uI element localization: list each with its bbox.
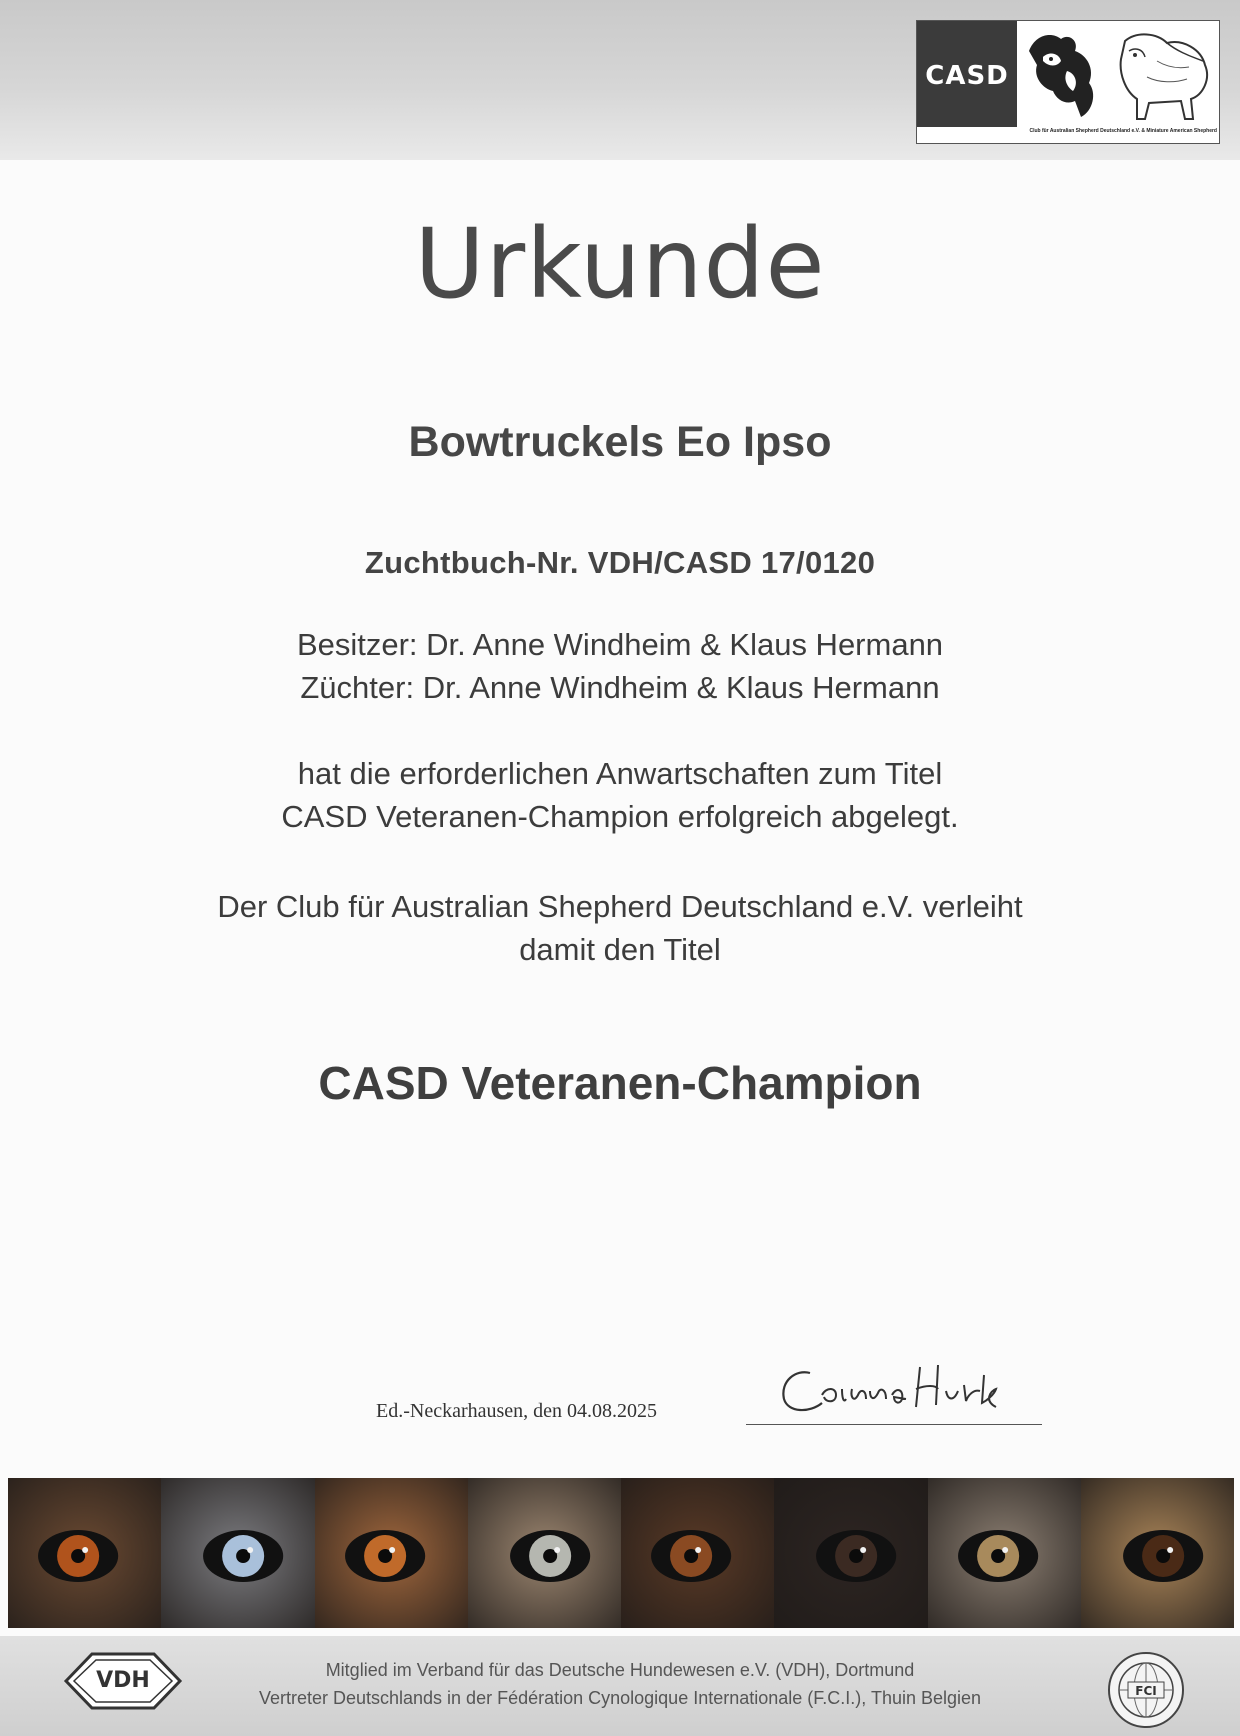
- dog-name: Bowtruckels Eo Ipso: [408, 418, 832, 466]
- place-date: Ed.-Neckarhausen, den 04.08.2025: [376, 1400, 658, 1422]
- breeder-line: Züchter: Dr. Anne Windheim & Klaus Hermann: [300, 670, 940, 705]
- qualification-line-1: hat die erforderlichen Anwartschaften zum Titel: [297, 756, 943, 791]
- casd-logo-dark-block: [917, 21, 1017, 127]
- membership-line-1: Mitglied im Verband für das Deutsche Hundewesen e.V. (VDH), Dortmund: [325, 1660, 915, 1680]
- dogs-drawing-icon: [1017, 21, 1219, 127]
- document-title: Urkunde: [414, 208, 826, 320]
- eye-icon: [161, 1478, 314, 1628]
- dog-eye-photo: [8, 1478, 161, 1628]
- dog-eyes-photo-strip: [8, 1478, 1234, 1628]
- dog-eye-photo: [315, 1478, 468, 1628]
- casd-club-name: Club für Australian Shepherd Deutschland e.V. & Miniature American Shepherd: [1029, 128, 1217, 134]
- casd-logo-text: CASD: [925, 61, 1009, 91]
- eye-icon: [315, 1478, 468, 1628]
- vdh-logo-text: VDH: [96, 1668, 150, 1693]
- qualification-line-2: CASD Veteranen-Champion erfolgreich abgelegt.: [281, 799, 959, 834]
- fci-logo-text: FCI: [1135, 1684, 1157, 1698]
- dog-eye-photo: [621, 1478, 774, 1628]
- dog-eye-photo: [1081, 1478, 1234, 1628]
- eye-icon: [621, 1478, 774, 1628]
- award-title: CASD Veteranen-Champion: [318, 1057, 922, 1109]
- casd-logo: [916, 20, 1220, 144]
- club-statement-line-1: Der Club für Australian Shepherd Deutschland e.V. verleiht: [217, 889, 1023, 924]
- eye-icon: [1081, 1478, 1234, 1628]
- dog-eye-photo: [928, 1478, 1081, 1628]
- signature-line: [746, 1424, 1042, 1425]
- membership-line-2: Vertreter Deutschlands in der Fédération Cynologique Internationale (F.C.I.), Thuin Belgien: [258, 1688, 982, 1708]
- dog-eye-photo: [161, 1478, 314, 1628]
- eye-icon: [468, 1478, 621, 1628]
- dog-eye-photo: [774, 1478, 927, 1628]
- studbook-number: Zuchtbuch-Nr. VDH/CASD 17/0120: [364, 545, 876, 580]
- owner-line: Besitzer: Dr. Anne Windheim & Klaus Hermann: [296, 627, 944, 662]
- eye-icon: [928, 1478, 1081, 1628]
- dog-eye-photo: [468, 1478, 621, 1628]
- eye-icon: [8, 1478, 161, 1628]
- fci-logo: [1106, 1650, 1186, 1730]
- fci-globe-icon: [1106, 1650, 1186, 1730]
- signature-icon: [770, 1355, 1010, 1425]
- eye-icon: [774, 1478, 927, 1628]
- club-statement-line-2: damit den Titel: [519, 932, 721, 967]
